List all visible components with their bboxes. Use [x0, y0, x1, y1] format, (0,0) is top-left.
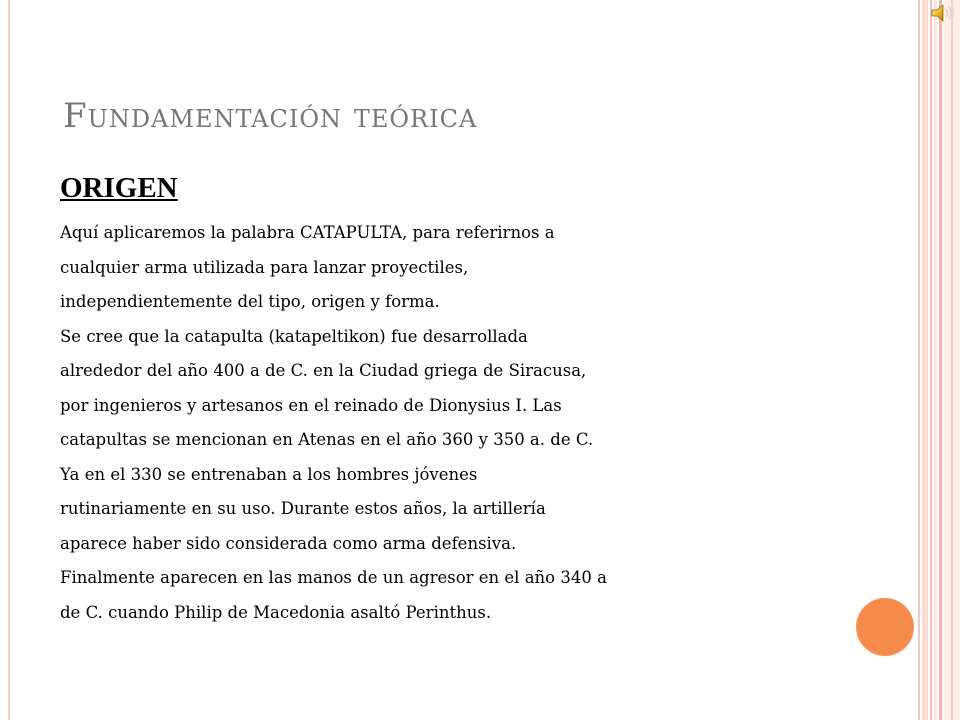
- body-line: catapultas se mencionan en Atenas en el año 360 y 350 a. de C.: [60, 430, 594, 449]
- slide-title: Fundamentación teórica: [63, 96, 478, 136]
- body-line: por ingenieros y artesanos en el reinado de Dionysius I. Las: [60, 395, 562, 415]
- decorative-circle: [856, 598, 914, 656]
- body-text: [60, 216, 780, 630]
- body-line: cualquier arma utilizada para lanzar proyectiles,: [60, 257, 469, 277]
- body-line: de C. cuando Philip de Macedonia asaltó Perinthus.: [60, 602, 492, 622]
- right-stripe: [951, 0, 953, 720]
- body-line: Aquí aplicaremos la palabra CATAPULTA, para referirnos a: [60, 223, 555, 242]
- body-line: Se cree que la catapulta (katapeltikon) fue desarrollada: [60, 326, 528, 346]
- right-stripe: [922, 0, 928, 720]
- body-line: independientemente del tipo, origen y forma.: [60, 292, 440, 311]
- left-border-line: [8, 0, 10, 720]
- speaker-icon[interactable]: [930, 2, 956, 24]
- body-line: Finalmente aparecen en las manos de un agresor en el año 340 a: [60, 568, 607, 587]
- right-stripe: [934, 0, 937, 720]
- section-heading: ORIGEN: [60, 172, 178, 204]
- right-stripe: [918, 0, 920, 720]
- body-line: rutinariamente en su uso. Durante estos años, la artillería: [60, 499, 546, 518]
- right-stripe: [939, 0, 942, 720]
- body-line: Ya en el 330 se entrenaban a los hombres jóvenes: [60, 464, 478, 484]
- right-stripe: [930, 0, 932, 720]
- body-line: alrededor del año 400 a de C. en la Ciudad griega de Siracusa,: [60, 361, 587, 380]
- body-line: aparece haber sido considerada como arma defensiva.: [60, 533, 517, 553]
